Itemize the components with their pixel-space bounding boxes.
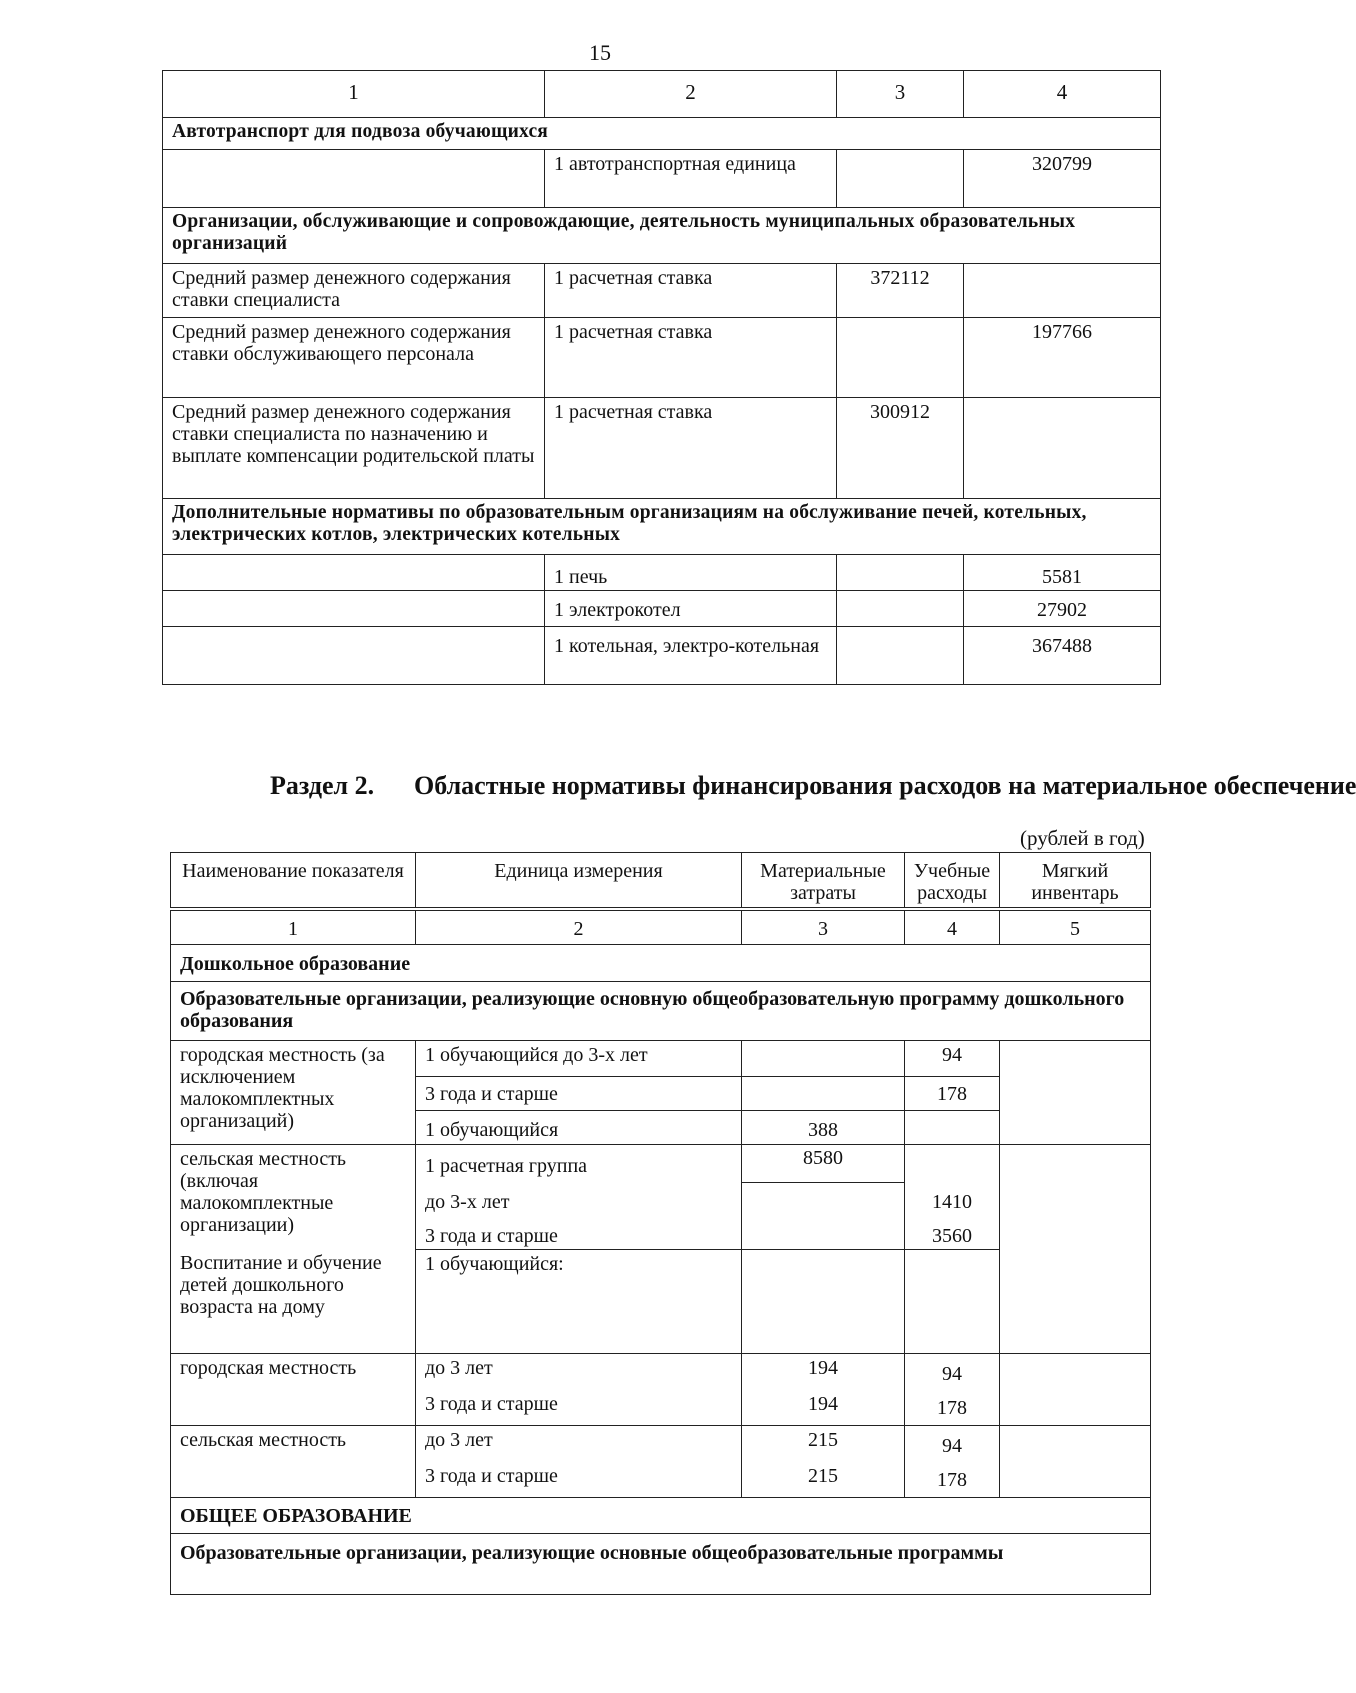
table-row (163, 150, 1161, 208)
row-col3 (837, 591, 964, 627)
row-name-home: Воспитание и обучение детей дошкольного возраста на дому (171, 1249, 416, 1353)
row-name (163, 627, 545, 685)
row-unit: 1 обучающийся (416, 1111, 742, 1145)
row-material: 194 (742, 1389, 905, 1425)
row-material (742, 1041, 905, 1077)
section-title-transport: Автотранспорт для подвоза обучающихся (163, 118, 1161, 150)
row-name: Средний размер денежного содержания ставки обслуживающего персонала (163, 318, 545, 398)
row-col4: 27902 (964, 591, 1161, 627)
row-col3 (837, 555, 964, 591)
row-col3: 372112 (837, 264, 964, 318)
row-unit: до 3-х лет (416, 1183, 742, 1219)
row-educational: 94 (905, 1425, 1000, 1461)
header-material-costs: Материальные затраты (742, 853, 905, 908)
row-unit: 3 года и старше (416, 1077, 742, 1111)
table-row (171, 1145, 1151, 1183)
table-material-norms (170, 852, 1151, 1595)
section-number: Раздел 2. (270, 771, 375, 800)
row-material (742, 1183, 905, 1219)
header-indicator-name: Наименование показателя (171, 853, 416, 908)
row-col4 (964, 264, 1161, 318)
row-material: 388 (742, 1111, 905, 1145)
row-educational: 1410 (905, 1183, 1000, 1219)
row-soft-inventory (1000, 1145, 1151, 1354)
column-number-1: 1 (171, 911, 416, 945)
row-educational (905, 1145, 1000, 1183)
subcategory-general-organizations: Образовательные организации, реализующие основные общеобразовательные программы (171, 1533, 1151, 1594)
column-numbers-row (171, 911, 1151, 945)
row-educational: 178 (905, 1389, 1000, 1425)
row-educational: 94 (905, 1353, 1000, 1389)
row-unit: 3 года и старше (416, 1219, 742, 1250)
table-row (163, 627, 1161, 685)
row-col3 (837, 627, 964, 685)
header-unit: Единица измерения (416, 853, 742, 908)
row-material: 215 (742, 1461, 905, 1497)
row-col4 (964, 398, 1161, 499)
table-transport-services (162, 70, 1161, 685)
section-title: Областные нормативы финансирования расходов на материальное обеспечение (414, 771, 1356, 800)
table-row (163, 318, 1161, 398)
row-unit: до 3 лет (416, 1353, 742, 1389)
row-name-urban: городская местность (за исключением малокомплектных организаций) (171, 1041, 416, 1145)
row-material (742, 1077, 905, 1111)
column-number-2: 2 (545, 71, 837, 118)
row-unit: 1 расчетная ставка (545, 398, 837, 499)
table-row (163, 555, 1161, 591)
row-educational: 178 (905, 1077, 1000, 1111)
row-unit: 1 обучающийся до 3-х лет (416, 1041, 742, 1077)
row-material (742, 1249, 905, 1353)
row-unit: 3 года и старше (416, 1461, 742, 1497)
row-educational (905, 1111, 1000, 1145)
row-unit: 1 печь (545, 555, 837, 591)
table-row (171, 1041, 1151, 1077)
row-unit: 1 расчетная группа (416, 1145, 742, 1183)
table-header-row (163, 71, 1161, 118)
page-number: 15 (589, 40, 611, 65)
section-title-additional-norms: Дополнительные нормативы по образовательным организациям на обслуживание печей, котельных, электрических котлов, электрических котельных (163, 499, 1161, 555)
row-col3 (837, 318, 964, 398)
row-name-home-rural: сельская местность (171, 1425, 416, 1497)
row-soft-inventory (1000, 1041, 1151, 1145)
column-number-2: 2 (416, 911, 742, 945)
row-name: Средний размер денежного содержания ставки специалиста (163, 264, 545, 318)
subcategory-preschool-organizations: Образовательные организации, реализующие основную общеобразовательную программу дошкольного образования (171, 982, 1151, 1041)
row-unit: 1 котельная, электро-котельная (545, 627, 837, 685)
column-number-4: 4 (964, 71, 1161, 118)
row-educational: 94 (905, 1041, 1000, 1077)
category-general-education: ОБЩЕЕ ОБРАЗОВАНИЕ (171, 1497, 1151, 1533)
section-title-service-organizations: Организации, обслуживающие и сопровождающие, деятельность муниципальных образовательных организаций (163, 208, 1161, 264)
row-col4: 197766 (964, 318, 1161, 398)
row-soft-inventory (1000, 1353, 1151, 1425)
row-unit: 1 автотранспортная единица (545, 150, 837, 208)
header-soft-inventory: Мягкий инвентарь (1000, 853, 1151, 908)
column-number-1: 1 (163, 71, 545, 118)
table-header-row (171, 853, 1151, 908)
table-row (163, 591, 1161, 627)
table-row (163, 398, 1161, 499)
row-soft-inventory (1000, 1425, 1151, 1497)
row-name (163, 555, 545, 591)
row-name (163, 591, 545, 627)
row-unit: до 3 лет (416, 1425, 742, 1461)
row-unit: 1 электрокотел (545, 591, 837, 627)
column-number-3: 3 (837, 71, 964, 118)
table-row (163, 264, 1161, 318)
table-row (171, 1353, 1151, 1389)
row-material (742, 1219, 905, 1250)
row-unit: 1 расчетная ставка (545, 318, 837, 398)
row-material: 194 (742, 1353, 905, 1389)
column-number-4: 4 (905, 911, 1000, 945)
row-unit: 1 обучающийся: (416, 1249, 742, 1353)
header-educational-expenses: Учебные расходы (905, 853, 1000, 908)
row-material: 215 (742, 1425, 905, 1461)
row-name (163, 150, 545, 208)
column-number-5: 5 (1000, 911, 1151, 945)
row-educational: 178 (905, 1461, 1000, 1497)
row-unit: 3 года и старше (416, 1389, 742, 1425)
row-educational: 3560 (905, 1219, 1000, 1250)
row-name: Средний размер денежного содержания ставки специалиста по назначению и выплате компенсации родительской платы (163, 398, 545, 499)
row-col4: 320799 (964, 150, 1161, 208)
category-preschool: Дошкольное образование (171, 945, 1151, 982)
column-number-3: 3 (742, 911, 905, 945)
row-material: 8580 (742, 1145, 905, 1183)
table-row (171, 1425, 1151, 1461)
unit-note: (рублей в год) (1020, 826, 1145, 850)
row-educational (905, 1249, 1000, 1353)
row-col3: 300912 (837, 398, 964, 499)
row-col4: 367488 (964, 627, 1161, 685)
row-col3 (837, 150, 964, 208)
row-name-home-urban: городская местность (171, 1353, 416, 1425)
row-unit: 1 расчетная ставка (545, 264, 837, 318)
row-name-rural: сельская местность (включая малокомплектные организации) (171, 1145, 416, 1250)
row-col4: 5581 (964, 555, 1161, 591)
